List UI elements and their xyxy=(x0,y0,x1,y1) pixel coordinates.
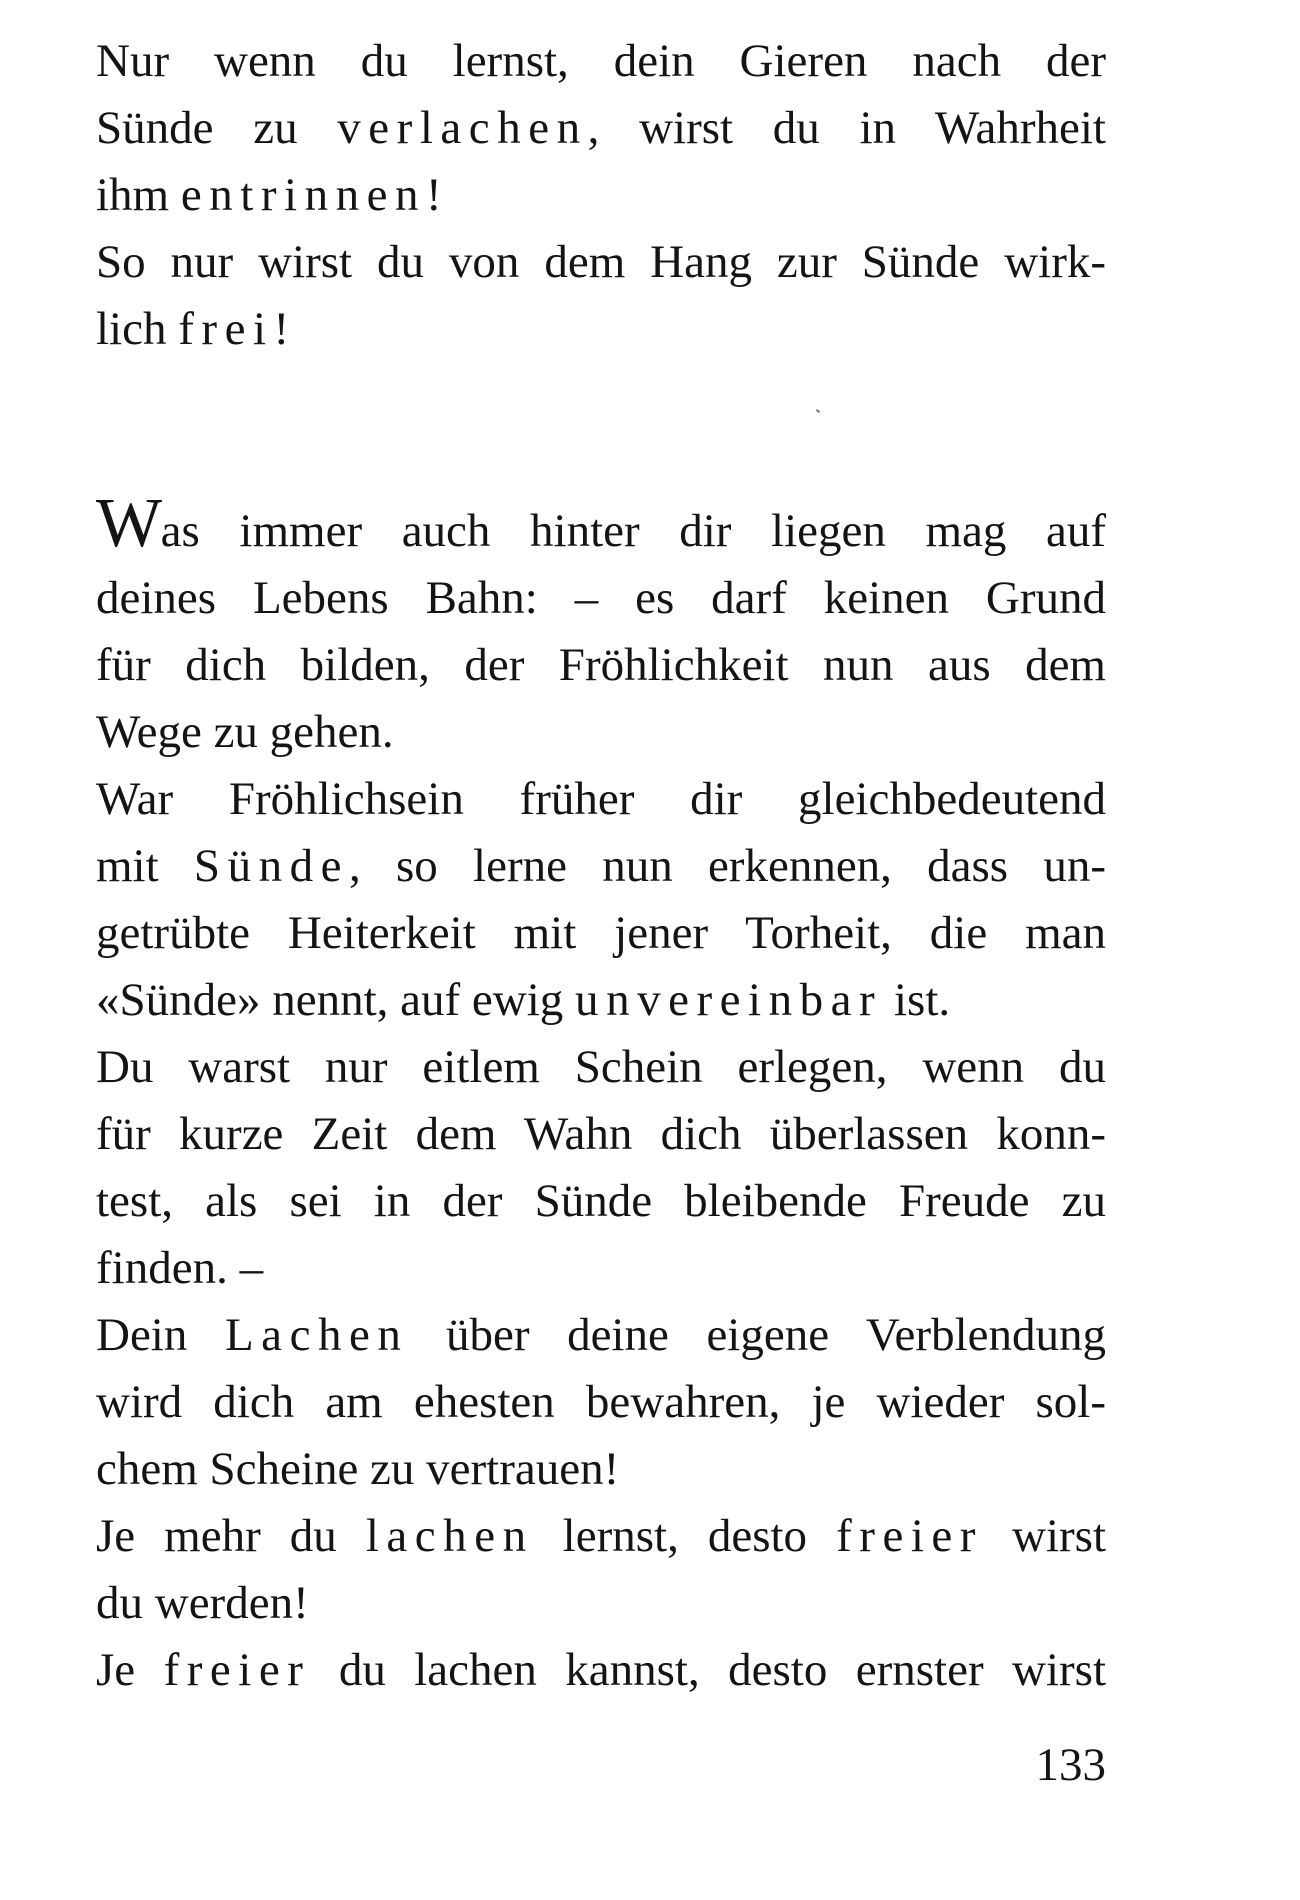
text-span: «Sünde» nennt, auf ewig xyxy=(96,974,576,1026)
text-span: ! xyxy=(273,303,290,355)
paragraph-cheerfulness xyxy=(96,485,1107,1704)
text-line xyxy=(96,485,1106,565)
text-line: du werden! xyxy=(96,1577,309,1629)
text-span: , wirst du in Wahrheit xyxy=(587,102,1106,154)
text-span: , so lerne nun erkennen, dass un- xyxy=(349,840,1106,892)
text-line: finden. – xyxy=(96,1242,264,1294)
text-line xyxy=(96,1637,1106,1704)
text-line xyxy=(96,967,1106,1034)
text-line: War Fröhlichsein früher dir gleichbedeutend xyxy=(96,773,1106,825)
text-span: du lachen kannst, desto ernster wirst xyxy=(310,1644,1107,1696)
text-line: deines Lebens Bahn: – es darf keinen Grund xyxy=(96,572,1106,624)
text-line xyxy=(96,162,1106,229)
text-line: Wege zu gehen. xyxy=(96,706,394,758)
emphasis-spaced: freier xyxy=(163,1644,311,1696)
text-line xyxy=(96,833,1106,900)
text-span: Sünde zu xyxy=(96,102,338,154)
text-line: wird dich am ehesten bewahren, je wieder sol- xyxy=(96,1376,1106,1428)
text-span: Je xyxy=(96,1644,164,1696)
text-line xyxy=(96,296,1106,363)
text-span: Dein xyxy=(96,1309,225,1361)
emphasis-spaced: unvereinbar xyxy=(575,974,883,1026)
text-line: für kurze Zeit dem Wahn dich überlassen konn- xyxy=(96,1108,1106,1160)
section-divider-mark xyxy=(816,409,820,413)
text-line: test, als sei in der Sünde bleibende Freude zu xyxy=(96,1175,1106,1227)
text-line: getrübte Heiterkeit mit jener Torheit, die man xyxy=(96,907,1106,959)
text-span: lernst, desto xyxy=(533,1510,837,1562)
text-line xyxy=(96,1503,1106,1570)
emphasis-spaced: entrinnen xyxy=(180,169,427,221)
emphasis-spaced: lachen xyxy=(365,1510,534,1562)
text-line xyxy=(96,1302,1106,1369)
emphasis-spaced: freier xyxy=(836,1510,983,1562)
emphasis-spaced: Lachen xyxy=(224,1309,409,1361)
text-span: as immer auch hinter dir liegen mag auf xyxy=(160,505,1106,557)
text-span: mit xyxy=(96,840,194,892)
emphasis-spaced: Sünde xyxy=(193,840,350,892)
text-line: für dich bilden, der Fröhlichkeit nun aus dem xyxy=(96,639,1106,691)
text-line xyxy=(96,95,1106,162)
text-line: Nur wenn du lernst, dein Gieren nach der xyxy=(96,35,1106,87)
text-span: über deine eigene Verblendung xyxy=(408,1309,1106,1361)
text-line: Du warst nur eitlem Schein erlegen, wenn du xyxy=(96,1041,1106,1093)
text-span: wirst xyxy=(982,1510,1107,1562)
paragraph-laughing-at-sin xyxy=(96,28,1106,363)
text-span: ! xyxy=(426,169,442,221)
emphasis-spaced: frei xyxy=(178,303,274,355)
text-span: ist. xyxy=(882,974,951,1026)
text-line: chem Scheine zu vertrauen! xyxy=(96,1443,620,1495)
page-number: 133 xyxy=(1035,1739,1106,1791)
text-span: ihm xyxy=(96,169,181,221)
text-line: So nur wirst du von dem Hang zur Sünde wirk- xyxy=(96,236,1106,288)
text-span: Je mehr du xyxy=(96,1510,366,1562)
drop-cap: W xyxy=(96,485,161,562)
text-span: lich xyxy=(96,303,179,355)
emphasis-spaced: verlachen xyxy=(337,102,588,154)
